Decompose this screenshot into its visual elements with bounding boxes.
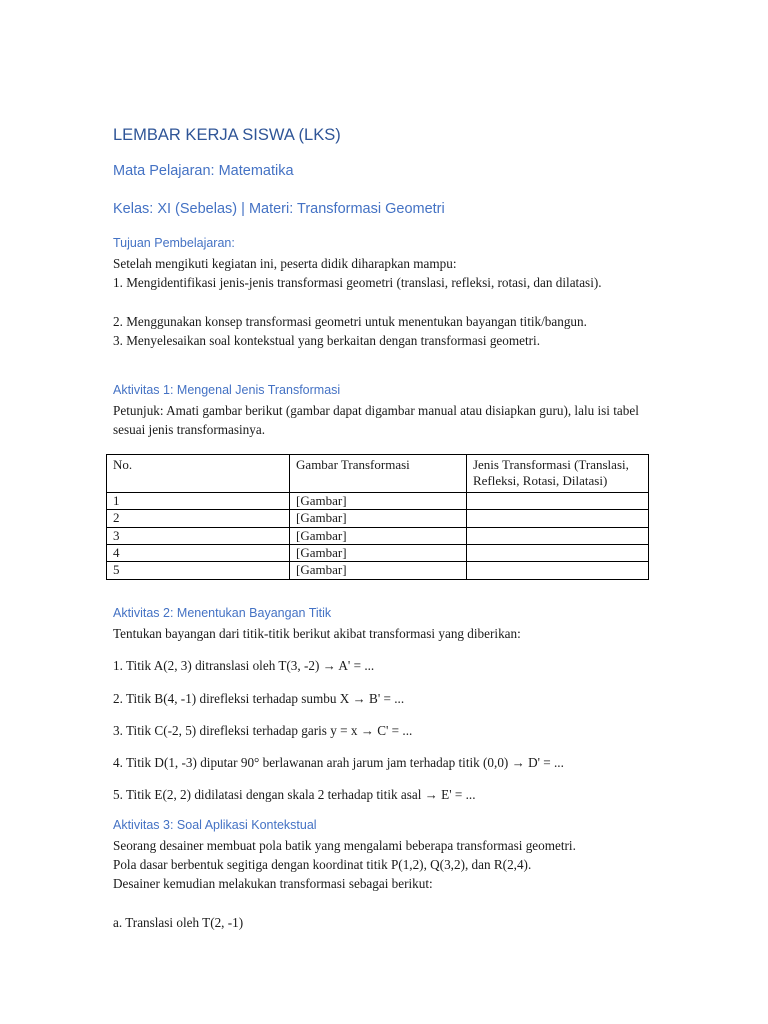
activity3-heading: Aktivitas 3: Soal Aplikasi Kontekstual: [113, 818, 317, 832]
activity2-item-2: 2. Titik B(4, -1) direfleksi terhadap sumbu X → B' = ...: [113, 691, 405, 706]
table-cell-jenis[interactable]: [466, 527, 648, 544]
activity1-heading: Aktivitas 1: Mengenal Jenis Transformasi: [113, 383, 341, 397]
activity2-heading: Aktivitas 2: Menentukan Bayangan Titik: [113, 606, 332, 620]
subject-heading: Mata Pelajaran: Matematika: [113, 163, 294, 179]
activity1-instruction: Petunjuk: Amati gambar berikut (gambar dapat digambar manual atau disiapkan guru), lalu isi tabel sesuai jenis transformasinya.: [113, 403, 639, 437]
activity2-item-3: 3. Titik C(-2, 5) direfleksi terhadap garis y = x → C' = ...: [113, 723, 413, 738]
table-cell-gambar: [Gambar]: [290, 545, 467, 562]
table-cell-jenis[interactable]: [466, 545, 648, 562]
transformation-table: [106, 454, 649, 580]
activity2-item-1: 1. Titik A(2, 3) ditranslasi oleh T(3, -2) → A' = ...: [113, 658, 375, 673]
table-cell-no: 4: [107, 545, 290, 562]
table-row: [107, 492, 649, 509]
objective-item-1: 1. Mengidentifikasi jenis-jenis transformasi geometri (translasi, refleksi, rotasi, dan dilatasi).: [113, 275, 602, 290]
table-header-no: No.: [107, 455, 290, 493]
table-cell-gambar: [Gambar]: [290, 562, 467, 579]
table-cell-jenis[interactable]: [466, 492, 648, 509]
objectives-heading: Tujuan Pembelajaran:: [113, 236, 235, 250]
activity3-line-3: Desainer kemudian melakukan transformasi sebagai berikut:: [113, 876, 433, 891]
table-cell-no: 5: [107, 562, 290, 579]
objective-item-2: 2. Menggunakan konsep transformasi geometri untuk menentukan bayangan titik/bangun.: [113, 314, 587, 329]
activity2-intro: Tentukan bayangan dari titik-titik berikut akibat transformasi yang diberikan:: [113, 626, 521, 641]
objectives-intro: Setelah mengikuti kegiatan ini, peserta didik diharapkan mampu:: [113, 256, 457, 271]
table-header-row: [107, 455, 649, 493]
table-header-gambar: Gambar Transformasi: [290, 455, 467, 493]
table-cell-jenis[interactable]: [466, 562, 648, 579]
table-cell-gambar: [Gambar]: [290, 510, 467, 527]
table-cell-jenis[interactable]: [466, 510, 648, 527]
table-row: [107, 545, 649, 562]
table-row: [107, 527, 649, 544]
document-title: LEMBAR KERJA SISWA (LKS): [113, 126, 341, 144]
table-row: [107, 562, 649, 579]
activity2-item-5: 5. Titik E(2, 2) didilatasi dengan skala 2 terhadap titik asal → E' = ...: [113, 787, 476, 802]
table-cell-no: 1: [107, 492, 290, 509]
activity3-step-a: a. Translasi oleh T(2, -1): [113, 915, 244, 930]
objective-item-3: 3. Menyelesaikan soal kontekstual yang berkaitan dengan transformasi geometri.: [113, 333, 540, 348]
table-cell-no: 3: [107, 527, 290, 544]
table-cell-no: 2: [107, 510, 290, 527]
class-topic-heading: Kelas: XI (Sebelas) | Materi: Transformasi Geometri: [113, 201, 445, 217]
table-cell-gambar: [Gambar]: [290, 527, 467, 544]
activity3-line-2: Pola dasar berbentuk segitiga dengan koordinat titik P(1,2), Q(3,2), dan R(2,4).: [113, 857, 532, 872]
table-row: [107, 510, 649, 527]
activity3-line-1: Seorang desainer membuat pola batik yang mengalami beberapa transformasi geometri.: [113, 838, 576, 853]
table-header-jenis: Jenis Transformasi (Translasi, Refleksi, Rotasi, Dilatasi): [466, 455, 648, 493]
table-cell-gambar: [Gambar]: [290, 492, 467, 509]
activity2-item-4: 4. Titik D(1, -3) diputar 90° berlawanan arah jarum jam terhadap titik (0,0) → D' = ...: [113, 755, 564, 770]
